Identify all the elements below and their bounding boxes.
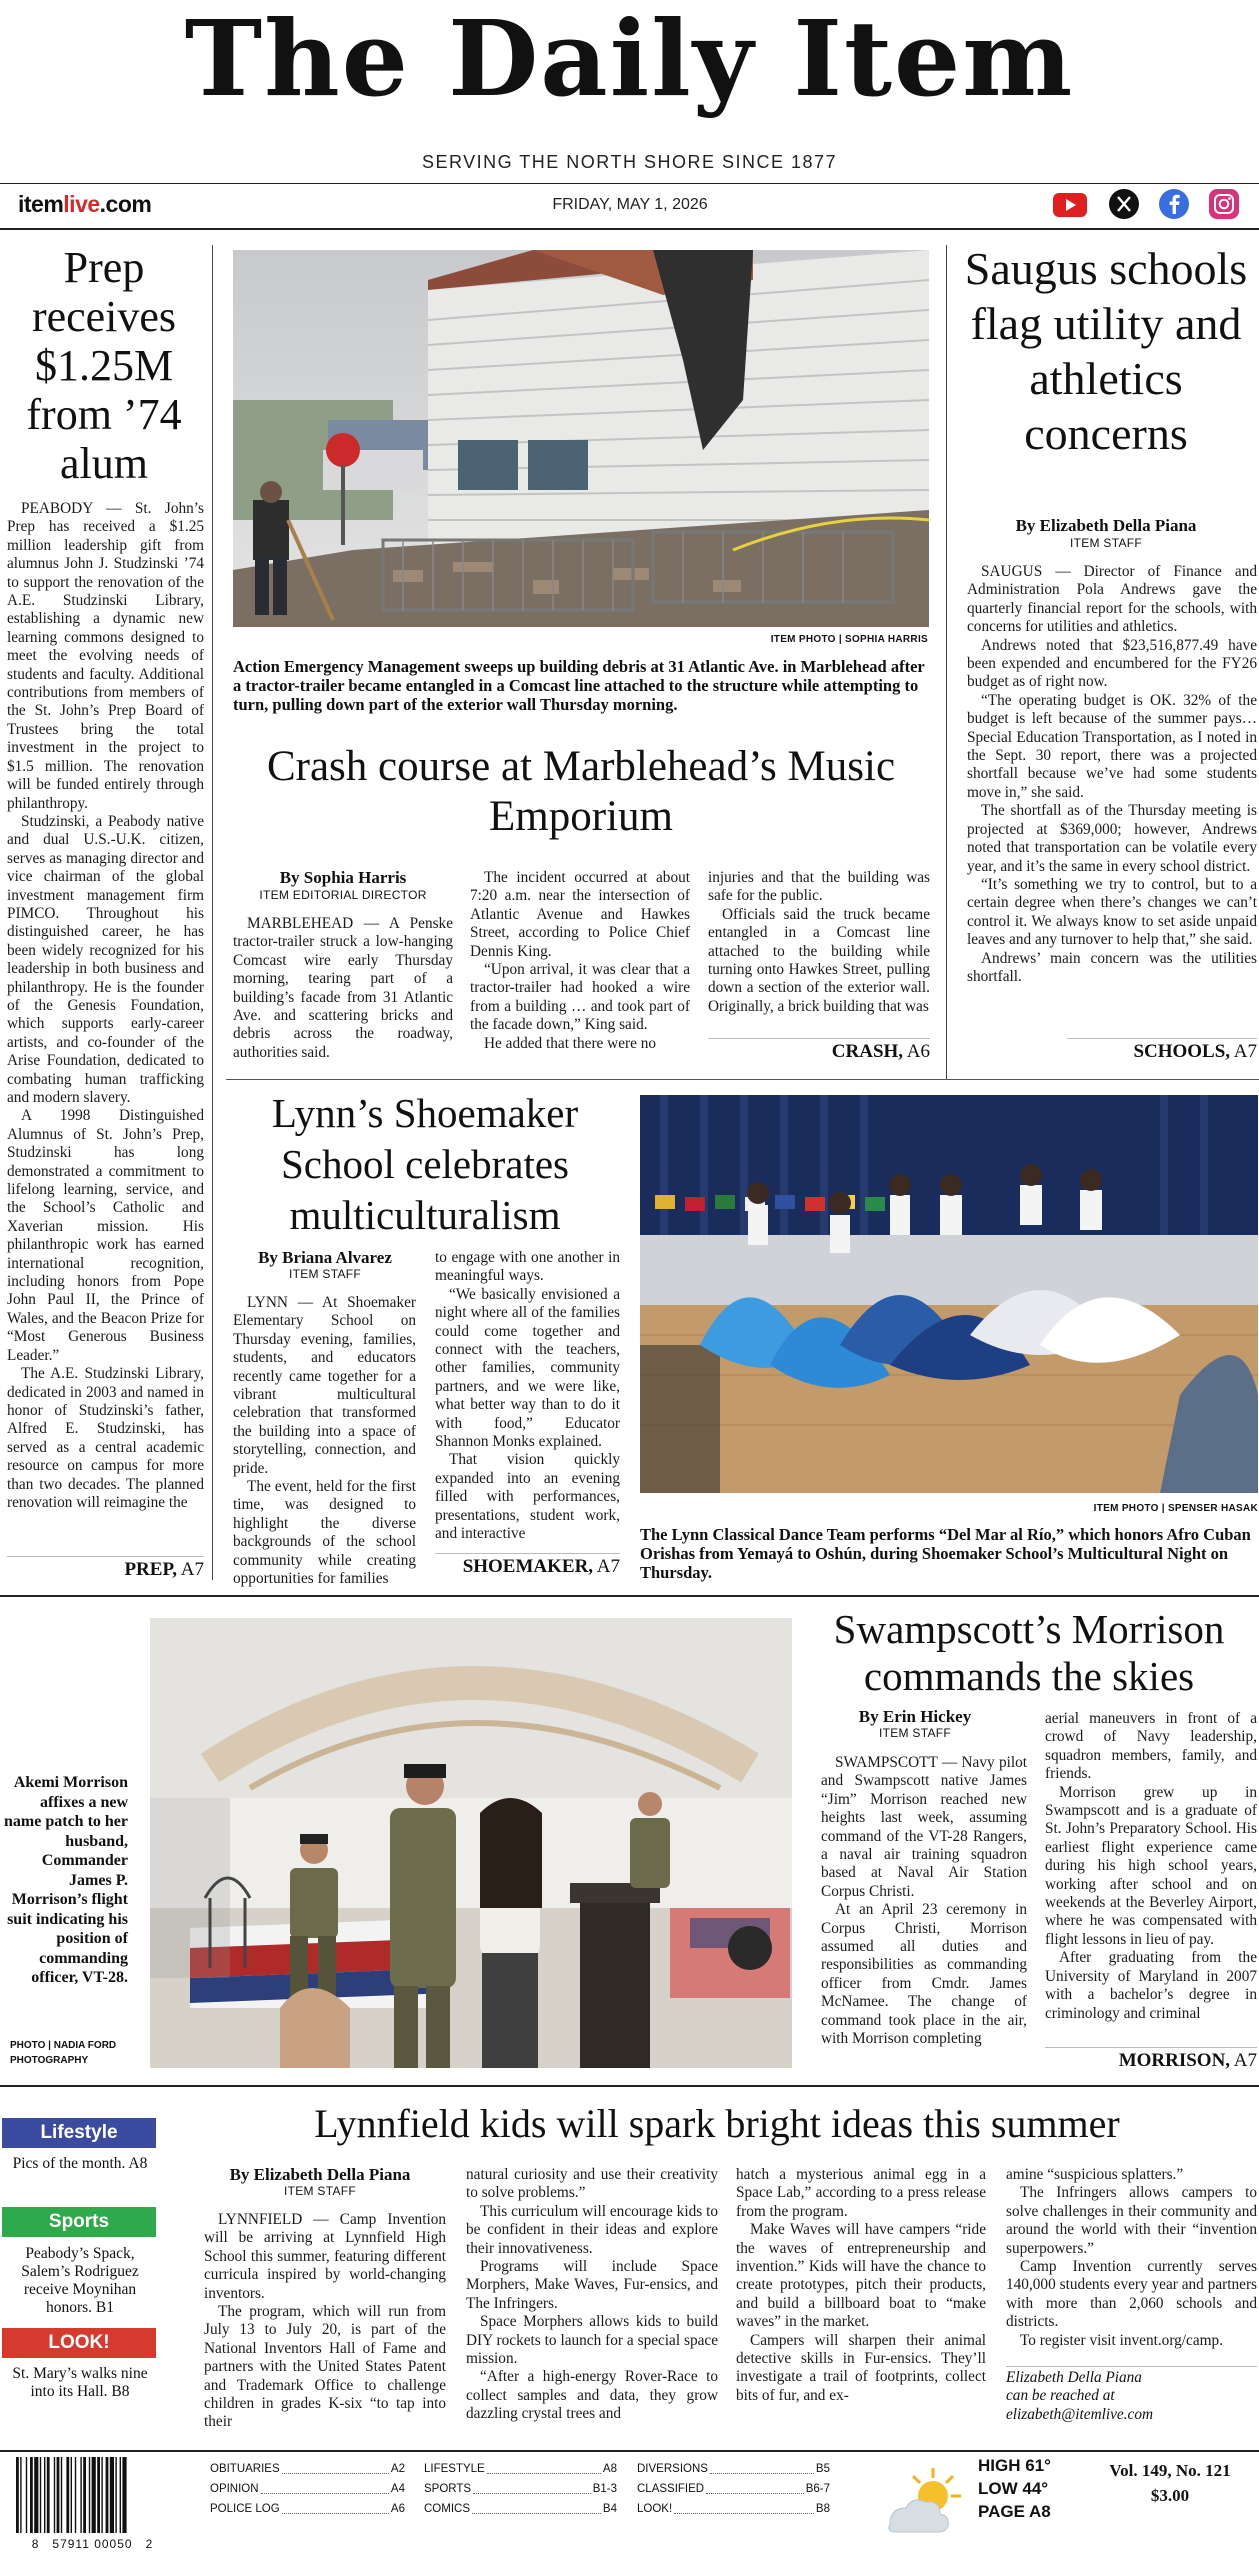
x-icon[interactable] [1109,189,1139,219]
lynnfield-paragraph: To register visit invent.org/camp. [1020,2331,1223,2349]
index-column-1 [210,2459,405,2519]
lynnfield-paragraph: This curriculum will encourage kids to be confident in their ideas and explore their innovativeness. [466,2202,718,2257]
lynn-paragraph: LYNN — At Shoemaker Elementary School on Thursday evening, families, students, and educators recently came together for a vibrant multicultural celebration that transformed the building into a space of storytelling, connection, and pride. [233,1294,416,1477]
lynnfield-paragraph: amine “suspicious splatters.” [1006,2166,1184,2183]
index-label: LIFESTYLE [424,2463,485,2475]
barcode-bar [40,2457,41,2533]
barcode-bar [47,2457,50,2533]
morrison-jump-link[interactable] [1045,2047,1257,2072]
lynn-byline-role: ITEM STAFF [288,1267,362,1281]
morrison-col-2 [1045,1710,1257,2023]
lynn-jump-link[interactable] [435,1553,620,1578]
barcode-bar [61,2457,62,2533]
crash-paragraph: Officials said the truck became entangled in a Comcast line attached to the building while turning onto Hawkes Street, pulling down a section of the exterior wall. Originally, a brick building that was [708,905,930,1015]
site-logo[interactable] [18,191,151,218]
morrison-byline: By Erin Hickey [858,1707,972,1726]
lynnfield-byline: By Elizabeth Della Piana [229,2165,411,2184]
index-label: OPINION [210,2483,259,2495]
index-column-2 [424,2459,617,2519]
lifestyle-teaser[interactable]: Pics of the month. A8 [12,2155,148,2172]
instagram-icon[interactable] [1209,189,1239,219]
index-entry[interactable] [424,2479,617,2499]
morrison-paragraph: At an April 23 ceremony in Corpus Christi, Morrison assumed all duties and responsibilities as commanding officer from Cmdr. James McNamee. The change of command took place in the air, with Morrison completing [821,1901,1027,2048]
lynnfield-col-1 [204,2211,446,2432]
barcode-bar [120,2457,121,2533]
index-page: A4 [390,2483,405,2495]
index-page: B4 [602,2503,617,2515]
index-entry[interactable] [637,2459,830,2479]
jump-word: PREP, [124,1559,178,1580]
jump-page: A7 [596,1556,620,1577]
social-links [1053,189,1243,221]
morrison-col-1 [821,1754,1027,2049]
barcode-bar [106,2457,109,2533]
morrison-photo[interactable] [150,1618,792,2068]
lynnfield-byline-role: ITEM STAFF [283,2184,357,2198]
saugus-paragraph: SAUGUS — Director of Finance and Administration Pola Andrews gave the quarterly financial report for the schools, with concerns for utilities and athletics. [967,563,1257,636]
crash-photo[interactable] [233,250,929,627]
prep-paragraph: PEABODY — St. John’s Prep has received a $1.25 million leadership gift from alumnus John J. Studzinski ’74 to support the renovation of the A.E. Studzinski Library, establishing a dynamic new learning commons designed to meet the evolving needs of students and faculty. Additional contributions from members of the St. John’s Prep Board of Trustees bring the total investment in the project to $1.5 million. The renovation will be funded entirely through philanthropy. [7,500,204,812]
masthead-rule-top [0,183,1259,184]
saugus-byline-role: ITEM STAFF [1069,536,1143,550]
weather-page: PAGE A8 [978,2502,1051,2521]
barcode [10,2457,175,2557]
barcode-bar [26,2457,27,2533]
jump-word: SCHOOLS, [1133,1041,1231,1062]
lynn-paragraph: The event, held for the first time, was designed to highlight the diverse backgrounds of the school community while creating opportunities for families [233,1478,416,1588]
jump-page: A7 [1233,2050,1257,2071]
barcode-bar [30,2457,33,2533]
crash-paragraph: He added that there were no [484,1034,657,1052]
lynnfield-paragraph: Make Waves will have campers “ride the waves of entrepreneurship and invention.” Kids will have the chance to create prototypes, pitch their products, and build a billboard boat to “make waves” in the market. [736,2221,986,2331]
morrison-side-caption: Akemi Morrison affixes a new name patch to her husband, Commander James P. Morrison’s flight suit indicating his position of commanding officer, VT-28. [4,1774,128,1986]
lynn-photo-caption: The Lynn Classical Dance Team performs “Del Mar al Río,” which honors Afro Cuban Orishas from Yemayá to Oshún, during Shoemaker School’s Multicultural Night on Thursday. [640,1525,1251,1582]
partly-sunny-icon [878,2462,968,2542]
lynnfield-paragraph: Campers will sharpen their animal detective skills in Fur-ensics. They’ll investigate a trail of footprints, collect bits of fur, and ex- [736,2331,986,2404]
index-page: B8 [815,2503,830,2515]
lynnfield-col-2 [466,2166,718,2424]
barcode-bar [66,2457,69,2533]
masthead [0,0,1259,180]
index-entry[interactable] [637,2479,830,2499]
index-page: A6 [390,2503,405,2515]
saugus-paragraph: The shortfall as of the Thursday meeting is projected at $369,000; however, Andrews noted that transportation can be volatile every year, and it’s the same in every school district. [967,802,1257,875]
crash-photo-image [233,250,929,627]
jump-word: CRASH, [831,1041,904,1062]
cover-price: $3.00 [1150,2486,1190,2505]
lynnfield-paragraph: hatch a mysterious animal egg in a Space Lab,” according to a press release from the program. [736,2166,986,2220]
index-label: LOOK! [637,2503,673,2515]
barcode-bar [115,2457,116,2533]
index-label: DIVERSIONS [637,2463,708,2475]
weather-low: LOW 44° [978,2479,1049,2498]
barcode-bar [83,2457,86,2533]
crash-col-1 [233,915,453,1062]
saugus-paragraph: Andrews noted that $23,516,877.49 have been expended and encumbered for the FY26 budget as of right now. [967,636,1257,691]
sports-label[interactable]: Sports [2,2207,156,2237]
column-rule-left [212,245,213,1580]
weather-high: HIGH 61° [978,2456,1051,2475]
lynn-headline[interactable]: Lynn’s Shoemaker School celebrates multiculturalism [271,1090,579,1238]
prep-paragraph: The A.E. Studzinski Library, dedicated in 2003 and named in honor of Studzinski’s father, Alfred E. Studzinski, has served as a central academic resource on campus for more than two decades. The planned renovation will reimagine the [7,1365,204,1511]
index-entry[interactable] [424,2499,617,2519]
lynnfield-paragraph: natural curiosity and use their creativity to solve problems.” [466,2166,718,2202]
lynnfield-paragraph: LYNNFIELD — Camp Invention will be arriving at Lynnfield High School this summer, featuring different curricula inspired by world-changing inventors. [204,2211,446,2302]
prep-paragraph: Studzinski, a Peabody native and dual U.S.-U.K. citizen, serves as managing director and vice chairman of the global investment management firm PIMCO. Throughout his distinguished career, he has been widely recognized for his leadership in both business and philanthropy. He is the founder of the Genesis Foundation, which supports early-career artists, and co-founder of the Arise Foundation, dedicated to combating human trafficking and modern slavery. [7,812,204,1106]
lynnfield-paragraph: Programs will include Space Morphers, Make Waves, Fur-ensics, and The Infringers. [466,2258,718,2312]
index-entry[interactable] [210,2459,405,2479]
crash-col-2 [470,869,690,1053]
barcode-bar [92,2457,96,2533]
index-label: CLASSIFIED [637,2483,705,2495]
lynnfield-col-3 [736,2166,986,2405]
signoff-email[interactable]: elizabeth@itemlive.com [1006,2405,1154,2423]
signoff-line: can be reached at [1006,2387,1115,2405]
crash-headline[interactable]: Crash course at Marblehead’s Music Emporium [266,743,896,840]
index-column-3 [637,2459,830,2519]
lynn-photo[interactable] [640,1095,1258,1493]
lynnfield-signoff [1006,2366,1257,2424]
barcode-bar [20,2457,21,2533]
barcode-bar [110,2457,114,2533]
morrison-paragraph: After graduating from the University of Maryland in 2007 with a bachelor’s degree in criminology and criminal [1045,1949,1257,2022]
crash-photo-credit: ITEM PHOTO | SOPHIA HARRIS [770,634,928,645]
index-page: B1-3 [592,2483,617,2495]
barcode-graphic [10,2457,175,2537]
column-rule-right [946,245,947,1080]
saugus-headline[interactable]: Saugus schools flag utility and athletics concerns [964,243,1248,459]
index-page: A2 [390,2463,405,2475]
index-page: B6-7 [805,2483,830,2495]
index-page: A8 [602,2463,617,2475]
footer-rule [0,2450,1259,2452]
jump-page: A7 [1233,1041,1257,1062]
saugus-byline: By Elizabeth Della Piana [1015,516,1197,535]
section-rule-3 [0,2085,1259,2087]
barcode-bar [71,2457,72,2533]
index-page: B5 [815,2463,830,2475]
lynnfield-paragraph: “After a high-energy Rover-Race to collect samples and data, they grow dazzling crystal trees and [466,2368,718,2423]
masthead-title: The Daily Item [184,0,1075,120]
barcode-bar [44,2457,45,2533]
morrison-headline[interactable]: Swampscott’s Morrison commands the skies [833,1606,1225,1699]
lynnfield-paragraph: The Infringers allows campers to solve challenges in their community and around the world with their “invention superpowers.” [1006,2184,1257,2257]
index-entry[interactable] [637,2499,830,2519]
index-entry[interactable] [424,2459,617,2479]
prep-headline[interactable]: Prep receives $1.25M from ’74 alum [26,243,182,488]
index-entry[interactable] [210,2479,405,2499]
jump-page: A6 [906,1041,930,1062]
jump-word: SHOEMAKER, [462,1556,594,1577]
lynnfield-paragraph: Space Morphers allows kids to build DIY rockets to launch for a special space mission. [466,2313,718,2368]
crash-paragraph: “Upon arrival, it was clear that a tractor-trailer had hooked a wire from a building … and took part of the facade down,” King said. [470,961,690,1034]
saugus-jump-link[interactable] [1067,1038,1257,1063]
crash-jump-link[interactable] [708,1038,930,1063]
barcode-bar [75,2457,76,2533]
saugus-paragraph: “The operating budget is OK. 32% of the budget is left because of the summer pays… Special Education Transportation, as I noted in the Sept. 30 report, there was a projected shortfall because we’ve had some students move in,” she said. [967,691,1257,801]
prep-paragraph: A 1998 Distinguished Alumnus of St. John’s Prep, Studzinski has long demonstrated a commitment to lifelong learning, service, and the School’s Catholic and Xaverian mission. His philanthropic work has earned international recognition, including honors from Pope John Paul II, the Prince of Wales, and the Beacon Prize for “Most Generous Business Leader.” [7,1107,204,1364]
lynn-col-2 [435,1249,620,1544]
barcode-bar [101,2457,102,2533]
barcode-bar [89,2457,90,2533]
barcode-bar [16,2457,19,2533]
index-label: COMICS [424,2503,470,2515]
lynn-paragraph: to engage with one another in meaningful ways. [435,1249,620,1285]
jump-page: A7 [180,1559,204,1580]
morrison-photo-image [150,1618,792,2068]
crash-photo-caption: Action Emergency Management sweeps up building debris at 31 Atlantic Ave. in Marblehead after a tractor-trailer became entangled in a Comcast line attached to the structure while attempting to turn, pulling down part of the exterior wall Thursday morning. [233,657,925,714]
crash-paragraph: MARBLEHEAD — A Penske tractor-trailer struck a low-hanging Comcast wire early Thursday morning, tearing part of a building’s facade from 31 Atlantic Ave. and scattering bricks and debris across the roadway, authorities said. [233,915,453,1061]
barcode-bar [80,2457,81,2533]
crash-paragraph: injuries and that the building was safe for the public. [708,869,930,905]
morrison-photo-credit: PHOTO | NADIA FORD PHOTOGRAPHY [10,2040,117,2066]
index-label: SPORTS [424,2483,472,2495]
barcode-bar [122,2457,126,2533]
saugus-body [967,563,1257,986]
site-logo-accent: live [63,191,100,217]
look-teaser[interactable]: St. Mary’s walks nine into its Hall. B8 [12,2365,148,2400]
barcode-number: 8 57911 00050 2 [31,2537,154,2551]
morrison-paragraph: Morrison grew up in Swampscott and is a graduate of St. John’s Preparatory School. His earliest flight experience came during his high school years, working after school and on weekends at the Beverley Airport, where he was compensated with flight lessons in lieu of pay. [1045,1783,1257,1948]
issue-date: FRIDAY, MAY 1, 2026 [552,196,708,213]
barcode-bar [34,2457,38,2533]
index-entry[interactable] [210,2499,405,2519]
sports-teaser[interactable]: Peabody’s Spack, Salem’s Rodriguez receive Moynihan honors. B1 [21,2245,139,2316]
signoff-name: Elizabeth Della Piana [1006,2369,1142,2386]
morrison-paragraph: aerial maneuvers in front of a crowd of Navy leadership, squadron members, family, and friends. [1045,1710,1257,1783]
prep-body [7,500,204,1552]
lynn-photo-credit: ITEM PHOTO | SPENSER HASAK [1093,1503,1258,1514]
prep-jump-link[interactable] [7,1556,204,1581]
lynn-byline: By Briana Alvarez [258,1248,392,1267]
volume-number: Vol. 149, No. 121 [1109,2461,1231,2480]
section-rule-2 [0,1595,1259,1597]
crash-byline: By Sophia Harris [279,868,407,887]
masthead-rule-bottom [0,228,1259,230]
barcode-bar [97,2457,100,2533]
morrison-byline-role: ITEM STAFF [878,1726,952,1740]
saugus-paragraph: “It’s something we try to control, but to a certain degree when there’s changes we can’t control it. We always know to set aside unpaid leaves and any turnover to help that,” she said. [967,875,1257,949]
facebook-icon[interactable] [1159,189,1189,219]
site-logo-prefix: item [18,191,64,217]
masthead-tagline: SERVING THE NORTH SHORE SINCE 1877 [421,152,838,172]
morrison-paragraph: SWAMPSCOTT — Navy pilot and Swampscott native James “Jim” Morrison reached new heights last week, assuming command of the VT-28 Rangers, a naval air training squadron based at Naval Air Station Corpus Christi. [821,1754,1027,1900]
lynn-paragraph: “We basically envisioned a night where all of the families could come together and connect with the teachers, other families, community partners, and we were like, what better way than to do it with food,” Educator Shannon Monks explained. [435,1285,620,1451]
lynnfield-headline[interactable]: Lynnfield kids will spark bright ideas this summer [314,2101,1120,2146]
index-label: POLICE LOG [210,2503,280,2515]
barcode-bar [54,2457,55,2533]
look-label[interactable]: LOOK! [2,2328,156,2358]
saugus-paragraph: Andrews’ main concern was the utilities shortfall. [967,949,1257,985]
weather-widget[interactable] [878,2452,1058,2552]
youtube-icon[interactable] [1053,193,1087,217]
lynn-photo-image [640,1095,1258,1493]
lifestyle-label[interactable]: Lifestyle [2,2118,156,2148]
jump-word: MORRISON, [1118,2050,1231,2071]
section-rule [226,1079,1259,1080]
crash-paragraph: The incident occurred at about 7:20 a.m. near the intersection of Atlantic Avenue and Hawkes Street, according to Police Chief Dennis King. [470,869,690,960]
lynn-col-1 [233,1294,416,1589]
lynnfield-col-4 [1006,2166,1257,2350]
crash-col-3 [708,869,930,1016]
barcode-bar [57,2457,60,2533]
lynnfield-paragraph: Camp Invention currently serves 140,000 students every year and partners with more than 2,060 schools and districts. [1006,2258,1257,2331]
site-logo-suffix: .com [99,191,152,217]
lynnfield-paragraph: The program, which will run from July 13 to July 20, is part of the National Inventors Hall of Fame and partners with the United States Patent and Trademark Office to challenge children in grades K-six “to tap into their [204,2303,446,2431]
index-label: OBITUARIES [210,2463,280,2475]
crash-byline-role: ITEM EDITORIAL DIRECTOR [259,888,427,902]
lynn-paragraph: That vision quickly expanded into an evening filled with performances, presentations, student work, and interactive [435,1451,620,1543]
